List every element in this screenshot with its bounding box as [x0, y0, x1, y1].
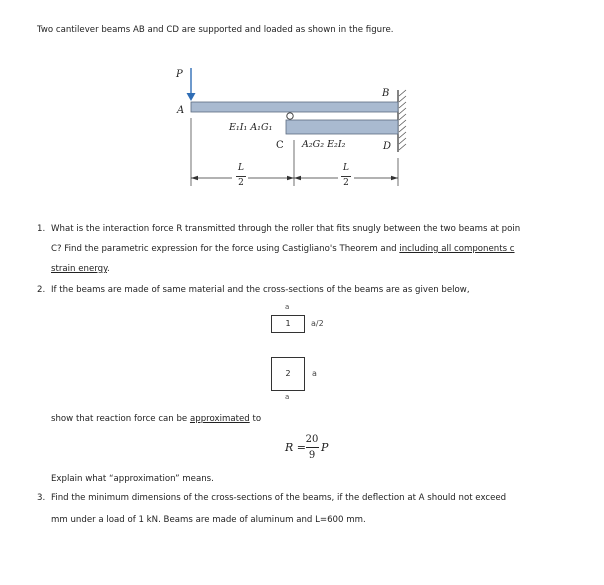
- beam-figure: [0, 0, 604, 200]
- fixed-wall: [398, 90, 406, 152]
- label-a: A: [177, 105, 185, 116]
- intro-text: Two cantilever beams AB and CD are supported and loaded as shown in the figure.: [37, 25, 394, 35]
- q1-number: 1.: [37, 224, 46, 234]
- q1-link-strain-energy[interactable]: strain energy: [51, 264, 107, 274]
- dim-left-denominator: 2: [238, 178, 244, 188]
- dimension-line: [191, 176, 398, 180]
- formula-denominator: 9: [308, 450, 316, 461]
- q2-number: 2.: [37, 285, 46, 295]
- label-d: D: [383, 141, 392, 152]
- beam-cd-properties: A₂G₂ E₂I₂: [302, 139, 346, 150]
- formula-rhs: P: [321, 441, 329, 454]
- cross-section-2: [271, 357, 305, 391]
- dim-right-denominator: 2: [343, 178, 349, 188]
- dim-left-bar: [236, 176, 246, 177]
- section2-number: 2: [285, 369, 291, 378]
- q3-line1: Find the minimum dimensions of the cross-sections of the beams, if the deflection at A should not exceed: [51, 493, 507, 503]
- roller-c: [287, 113, 293, 119]
- section1-top-label: a: [285, 303, 290, 311]
- q2-link-approximated[interactable]: approximated: [189, 414, 250, 424]
- section2-side-label: a: [312, 369, 317, 378]
- q1-line2: [51, 243, 515, 255]
- cross-section-1: [271, 315, 305, 333]
- label-c: C: [276, 140, 284, 151]
- q1-line3-period: .: [106, 264, 110, 274]
- q2-line1: If the beams are made of same material and the cross-sections of the beams are as given below,: [51, 285, 470, 295]
- q1-line2-text: C? Find the parametric expression for the force using Castigliano's Theorem and: [51, 244, 400, 254]
- formula-lhs: R =: [285, 441, 306, 454]
- dim-right-bar: [341, 176, 351, 177]
- q2-explain: Explain what “approximation” means.: [51, 474, 214, 484]
- load-arrow-icon: [187, 68, 196, 101]
- q3-line2: mm under a load of 1 kN. Beams are made of aluminum and L=600 mm.: [51, 515, 366, 525]
- beam-ab-properties: E₁I₁ A₁G₁: [229, 122, 273, 133]
- section1-side-label: a/2: [311, 319, 324, 328]
- beam-cd: [286, 120, 398, 134]
- dim-left-numerator: L: [238, 163, 244, 173]
- formula-bar: [306, 447, 319, 448]
- beam-ab: [191, 102, 398, 112]
- label-p: P: [176, 69, 183, 80]
- q2-show-line: [51, 413, 261, 425]
- q2-show-prefix: show that reaction force can be: [51, 414, 190, 424]
- section1-number: 1: [285, 319, 291, 328]
- formula-numerator: 20: [305, 434, 319, 445]
- q2-show-suffix: to: [249, 414, 262, 424]
- q1-line3: [51, 263, 110, 275]
- section2-bottom-label: a: [285, 393, 290, 401]
- q1-link-components[interactable]: including all components c: [399, 244, 515, 254]
- q3-number: 3.: [37, 493, 46, 503]
- dim-right-numerator: L: [343, 163, 349, 173]
- label-b: B: [382, 88, 390, 99]
- q1-line1: What is the interaction force R transmitted through the roller that fits snugly between the two beams at poin: [51, 224, 521, 234]
